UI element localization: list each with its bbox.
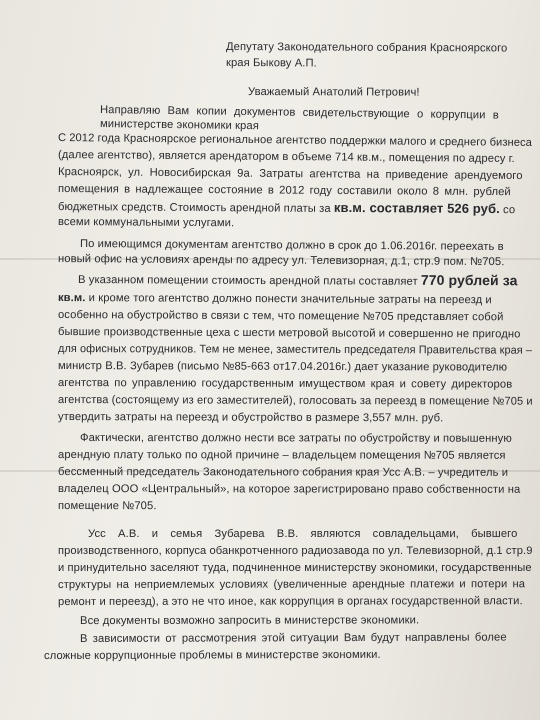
price-highlight: кв.м. составляет 526 руб. — [333, 199, 500, 217]
paragraph-line: производственного, корпуса обанкротченного радиозавода по ул. Телевизорной, д.1 стр.9 — [58, 545, 533, 557]
paragraph-line: помещения в надлежащее состояние в 2012 году составили около 8 млн. рублей — [57, 183, 511, 199]
paragraph-line — [58, 199, 515, 217]
text-run: бюджетных средств. Стоимость арендной платы за — [57, 201, 331, 215]
paragraph-line: утвердить затраты на переезд и обустройство в размере 3,557 млн. руб. — [57, 411, 444, 425]
paragraph-line: бывшие производственные цеха с шести метровой высотой и совершенно не пригодно — [57, 326, 521, 341]
paragraph-line: владелец ООО «Центральный», на которое зарегистрировано право собственности на — [57, 483, 521, 496]
paragraph-line: ремонт и переезд), а это не что иное, как коррупция в органах государственной власти. — [57, 595, 523, 608]
paragraph-line — [78, 271, 518, 289]
paragraph-line: агентства по управлению государственным имуществом края и совету директоров — [57, 377, 513, 391]
paragraph-line — [58, 291, 492, 307]
paragraph-line: министерстве экономики края — [99, 118, 259, 133]
paragraph-line: для офисных сотрудников. Тем не менее, заместитель председателя Правительства края – — [57, 343, 533, 357]
text-run: и кроме того агентство должно понести значительные затраты на переезд и — [88, 292, 492, 307]
paragraph-line: агентства (состоящему из его заместителей), голосовать за переезд в помещение №705 и — [57, 394, 533, 408]
paragraph-line: Усс А.В. и семья Зубарева В.В. являются совладельцами, бывшего — [88, 528, 518, 540]
paragraph-line: помещение №705. — [57, 500, 157, 513]
recipient-line: Депутату Законодательного собрания Красноярского — [225, 41, 508, 55]
paragraph-line: С 2012 года Красноярское региональное агентство поддержки малого и среднего бизнеса — [57, 132, 533, 149]
paragraph-line: Фактически, агентство должно нести все затраты по обустройству и повышенную — [79, 432, 512, 445]
text-run: со — [503, 204, 516, 217]
recipient-line: края Быкову А.П. — [225, 57, 317, 70]
paragraph-line: (далее агентство), является арендатором в объеме 714 кв.м., помещения по адресу г. — [57, 149, 515, 165]
text-run: В указанном помещении стоимость арендной платы составляет — [77, 274, 418, 288]
greeting: Уважаемый Анатолий Петрович! — [247, 86, 420, 99]
paragraph-line: и принудительно заселяют туда, подчиненное министерству экономики, государственные — [58, 562, 532, 574]
paragraph-line: бессменный председатель Законодательного собрания края Усс А.В. – учредитель и — [57, 466, 509, 479]
price-highlight: 770 рублей за — [420, 271, 518, 289]
price-highlight: кв.м. — [57, 292, 86, 305]
paragraph-line: Все документы возможно запросить в министерстве экономики. — [79, 614, 420, 627]
paragraph-line: структуры на неприемлемых условиях (увеличенные арендные платежи и потери на — [57, 578, 526, 591]
paragraph-line: министр В.В. Зубарев (письмо №85-663 от17.04.2016г.) дает указание руководителю — [57, 360, 508, 374]
paragraph-line: арендную плату только по одной причине – владельцем помещения №705 является — [57, 449, 506, 462]
paragraph-line: Направляю Вам копии документов свидетельствующие о коррупции в — [99, 104, 499, 122]
paragraph-line: всеми коммунальными услугами. — [57, 216, 235, 230]
paragraph-line: новый офис на условиях аренды по адресу ул. Телевизорная, д.1, стр.9 пом. №705. — [57, 253, 505, 269]
paragraph-line: По имеющимся документам агентство должно в срок до 1.06.2016г. переехать в — [79, 238, 504, 253]
paragraph-line: Красноярск, ул. Новосибирская 9а. Затраты агентства на приведение арендуемого — [57, 166, 523, 183]
paragraph-line: В зависимости от рассмотрения этой ситуации Вам будут направлены более — [79, 631, 507, 645]
paragraph-line: особенно на обустройство в связи с тем, что помещение №705 представляет собой — [57, 309, 504, 324]
paragraph-line: сложные коррупционные проблемы в министерстве экономики. — [43, 648, 381, 662]
